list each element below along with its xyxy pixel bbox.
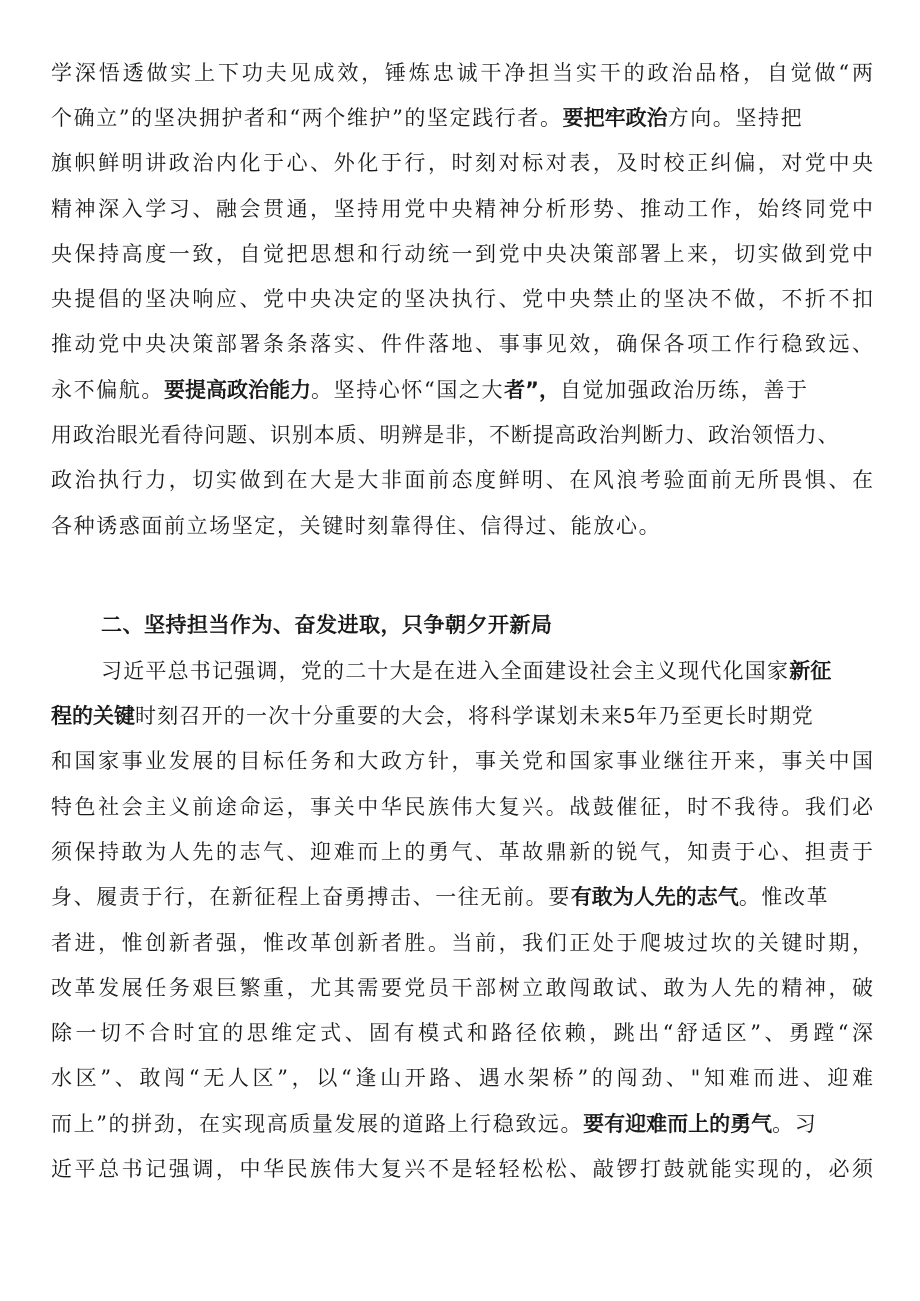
text-line: 政治执行力，切实做到在大是大非面前态度鲜明、在风浪考验面前无所畏惧、在 [51,468,873,492]
text-line: 推动党中央决策部署条条落实、件件落地、事事见效，确保各项工作行稳致远、 [51,332,873,356]
text-line [51,103,873,133]
text-span: 而上”的拼劲，在实现高质量发展的道路上行稳致远。 [51,1112,584,1136]
text-span: 年乃至更长时期党 [636,704,814,728]
text-line: 者进，惟创新者强，惟改革创新者胜。当前，我们正处于爬坡过坎的关键时期， [51,931,873,955]
bold-emphasis: 要提高政治能力 [164,378,311,402]
text-line [101,656,873,686]
text-span: 永不偏航。 [51,378,164,402]
section-heading: 二、坚持担当作为、奋发进取，只争朝夕开新局 [101,613,553,637]
text-line [51,375,873,405]
text-line: 旗帜鲜明讲政治内化于心、外化于行，时刻对标对表，及时校正纠偏，对党中央 [51,151,873,175]
text-line: 特色社会主义前途命运，事关中华民族伟大复兴。战鼓催征，时不我待。我们必 [51,795,873,819]
text-span: 方向。坚持把 [667,106,804,130]
text-line: 须保持敢为人先的志气、迎难而上的勇气、革故鼎新的锐气，知责于心、担责于 [51,840,873,864]
text-line: 水区”、敢闯“无人区”，以“逢山开路、遇水架桥”的闯劲、"知难而进、迎难 [51,1066,873,1090]
text-line: 各种诱惑面前立场坚定，关键时刻靠得住、信得过、能放心。 [51,514,662,538]
text-line: 近平总书记强调，中华民族伟大复兴不是轻轻松松、敲锣打鼓就能实现的，必须 [51,1157,873,1181]
bold-emphasis: 者”， [504,378,560,402]
text-line: 改革发展任务艰巨繁重，尤其需要党员干部树立敢闯敢试、敢为人先的精神，破 [51,976,873,1000]
text-span: 时刻召开的一次十分重要的大会，将科学谋划未来 [135,704,624,728]
text-span: 身、履责于行，在新征程上奋勇搏击、一往无前。要 [51,885,571,909]
bold-emphasis: 新征 [789,659,832,683]
text-line [51,1109,873,1139]
text-line: 央提倡的坚决响应、党中央决定的坚决执行、党中央禁止的坚决不做，不折不扣 [51,287,873,311]
text-line: 学深悟透做实上下功夫见成效，锤炼忠诚干净担当实干的政治品格，自觉做“两 [51,61,873,85]
text-line [51,882,873,912]
text-line: 央保持高度一致，自觉把思想和行动统一到党中央决策部署上来，切实做到党中 [51,242,873,266]
bold-emphasis: 有敢为人先的志气 [570,885,739,909]
text-span: 自觉加强政治历练，善于 [559,378,809,402]
text-line [51,701,873,731]
text-span: 5 [623,705,637,728]
bold-emphasis: 程的关键 [51,704,135,728]
text-line: 和国家事业发展的目标任务和大政方针，事关党和国家事业继往开来，事关中国 [51,749,873,773]
text-line: 精神深入学习、融会贯通，坚持用党中央精神分析形势、推动工作，始终同党中 [51,197,873,221]
text-span: 。惟改革 [738,885,830,909]
text-line: 除一切不合时宜的思维定式、固有模式和路径依赖，跳出“舒适区”、勇蹚“深 [51,1021,873,1045]
bold-emphasis: 要把牢政治 [562,106,668,130]
bold-emphasis: 要有迎难而上的勇气 [583,1112,773,1136]
text-line: 用政治眼光看待问题、识别本质、明辨是非，不断提高政治判断力、政治领悟力、 [51,423,840,447]
text-span: 。坚持心怀“国之大 [311,378,505,402]
text-span: 。习 [772,1112,818,1136]
text-span: 习近平总书记强调，党的二十大是在进入全面建设社会主义现代化国家 [101,659,790,683]
text-span: 个确立”的坚决拥护者和“两个维护”的坚定践行者。 [51,106,563,130]
